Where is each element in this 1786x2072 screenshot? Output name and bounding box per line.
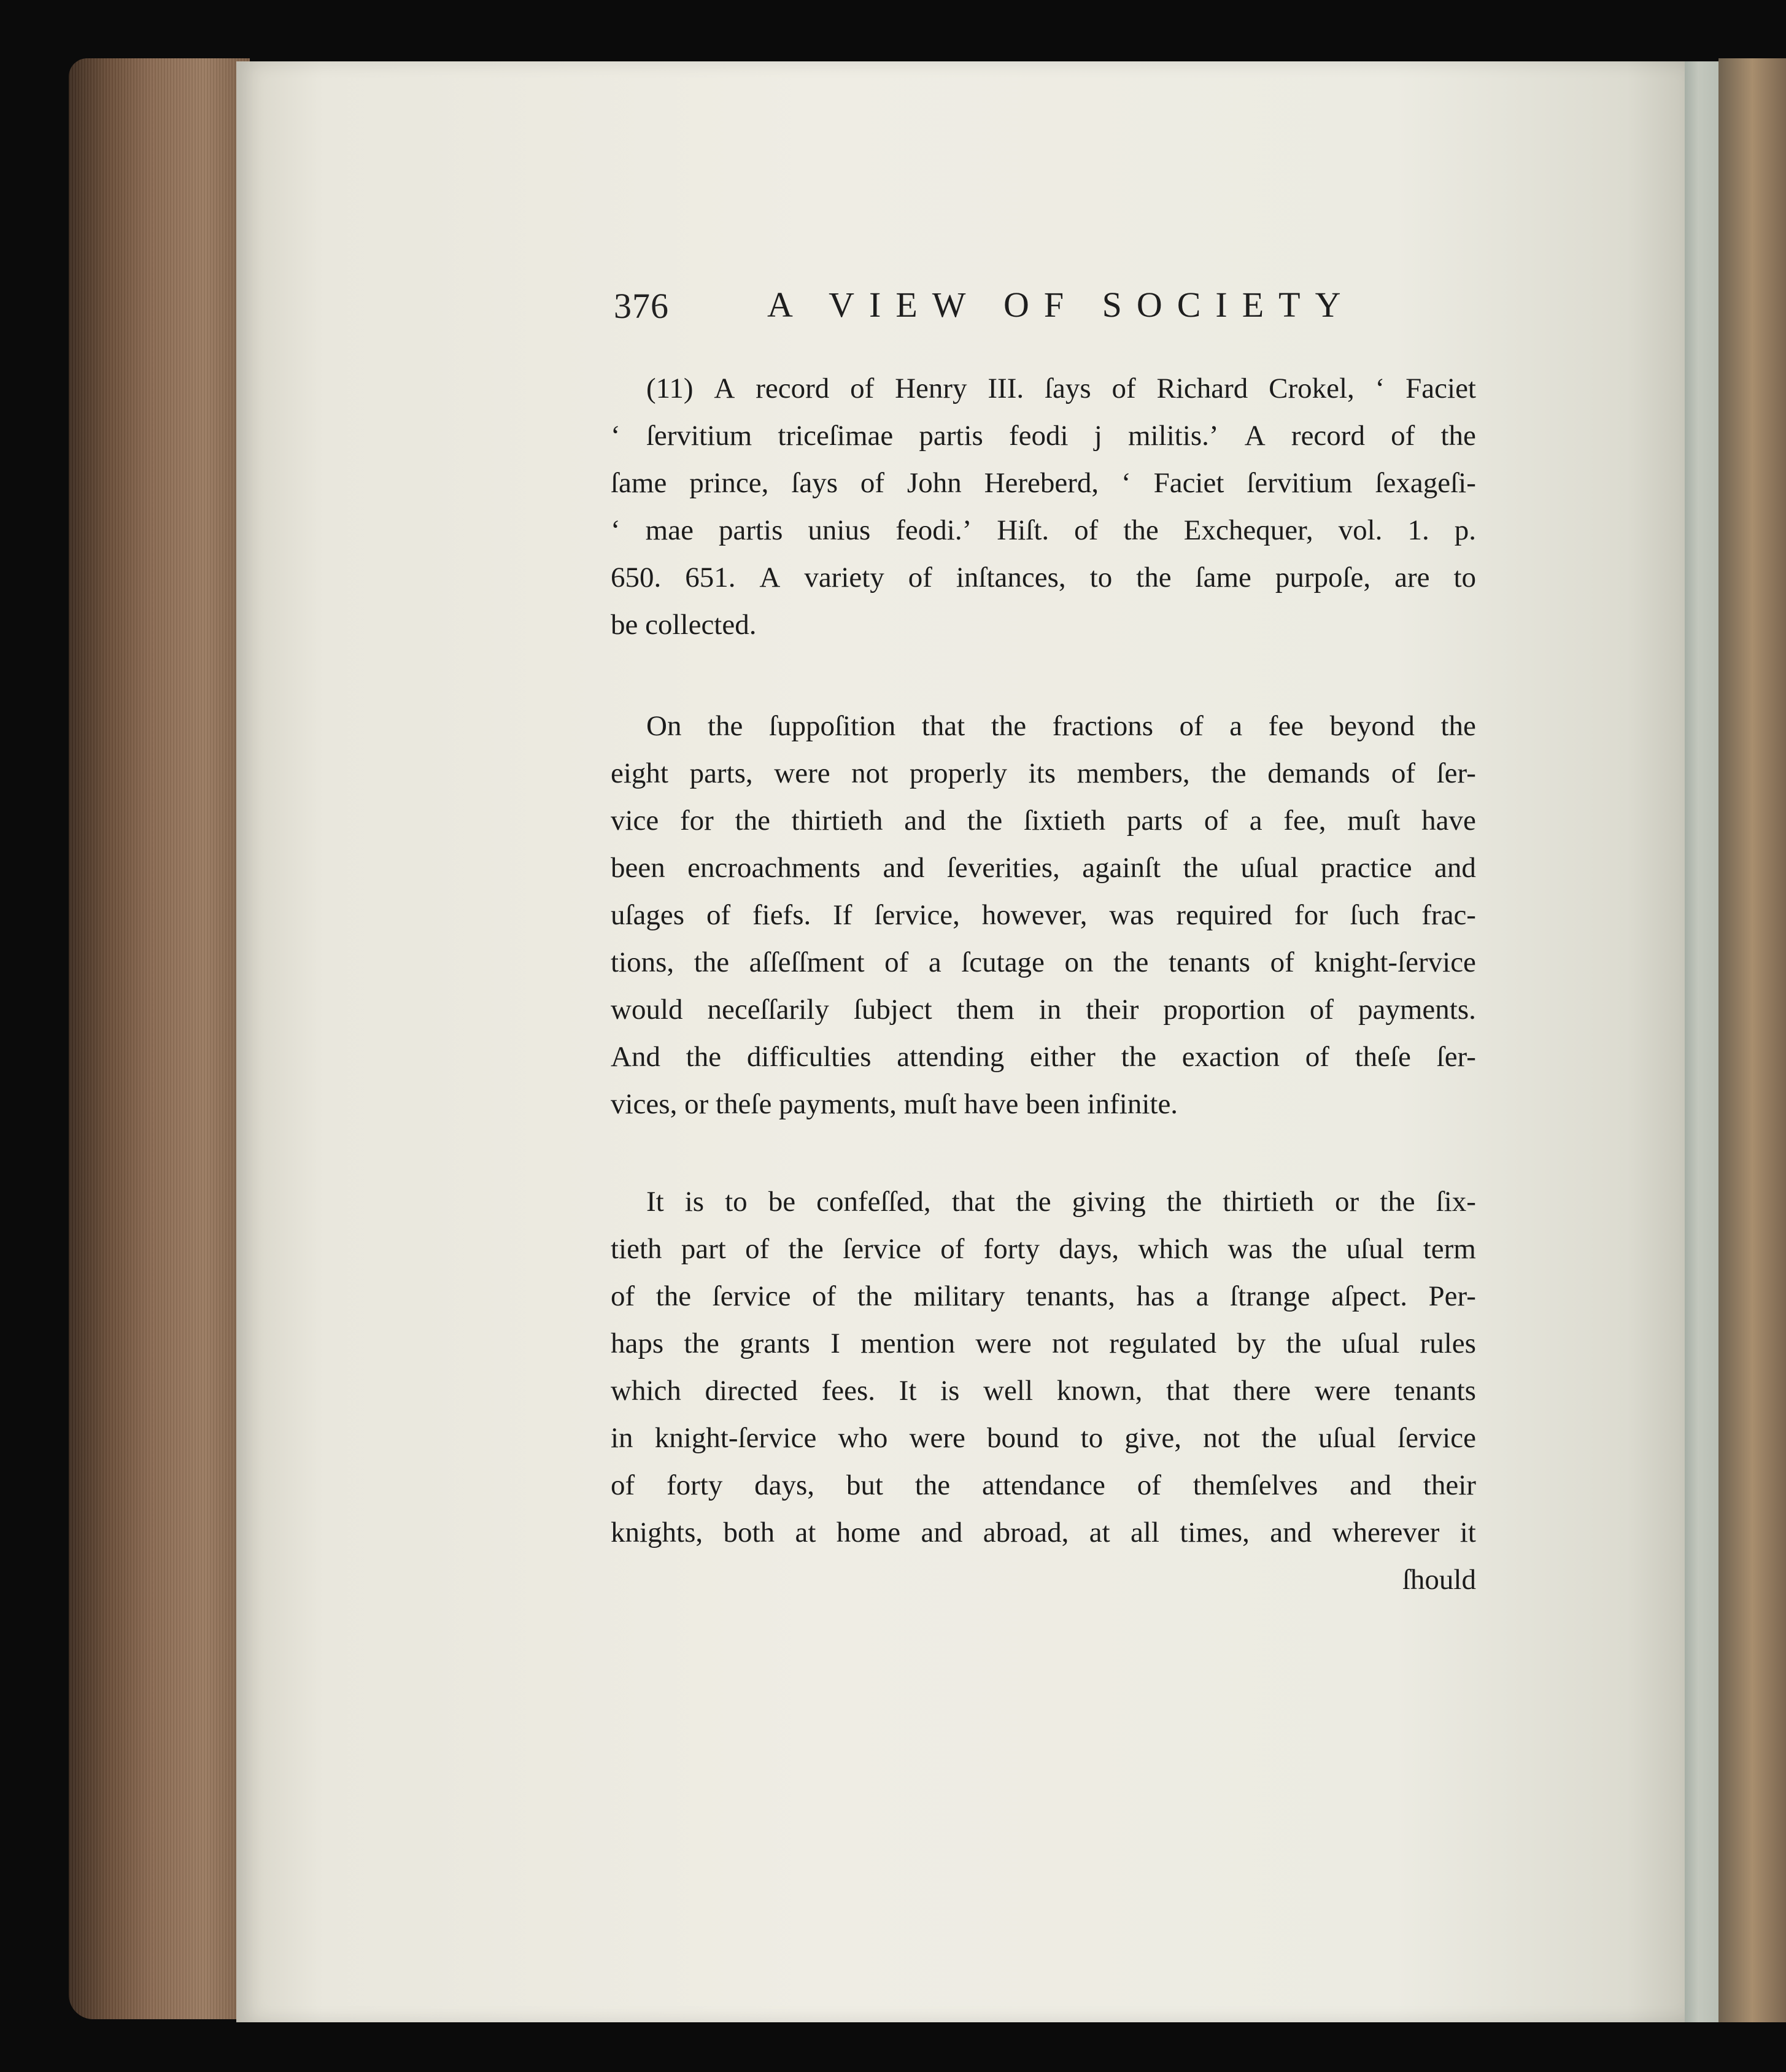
next-page-edge <box>1718 58 1786 2022</box>
page-gutter-right <box>1685 61 1718 2022</box>
text-line: And the difficulties attending either the exaction of theſe ſer- <box>611 1041 1476 1073</box>
text-line: knights, both at home and abroad, at all times, and wherever it <box>611 1517 1476 1548</box>
text-line: be collected. <box>611 609 757 641</box>
text-line: ‘ mae partis unius feodi.’ Hiſt. of the Exchequer, vol. 1. p. <box>611 514 1476 546</box>
footnote-paragraph <box>611 365 1476 649</box>
text-line: vices, or theſe payments, muſt have been infinite. <box>611 1088 1178 1120</box>
running-head <box>614 279 1363 334</box>
text-line: ſame prince, ſays of John Hereberd, ‘ Faciet ſervitium ſexageſi- <box>611 467 1476 499</box>
text-line: It is to be confeſſed, that the giving the thirtieth or the ſix- <box>646 1186 1476 1218</box>
text-line: of the ſervice of the military tenants, has a ſtrange aſpect. Per- <box>611 1280 1476 1312</box>
text-line: On the ſuppoſition that the fractions of a fee beyond the <box>646 710 1476 742</box>
catchword: ſhould <box>1402 1564 1476 1596</box>
text-line: eight parts, were not properly its members, the demands of ſer- <box>611 757 1476 789</box>
text-line: uſages of fiefs. If ſervice, however, was required for ſuch frac- <box>611 899 1476 931</box>
text-line: ‘ ſervitium triceſimae partis feodi j militis.’ A record of the <box>611 420 1476 452</box>
text-line: been encroachments and ſeverities, againſt the uſual practice and <box>611 852 1476 884</box>
text-line: haps the grants I mention were not regulated by the uſual rules <box>611 1328 1476 1359</box>
text-line: tieth part of the ſervice of forty days, which was the uſual term <box>611 1233 1476 1265</box>
book-page-edges <box>69 58 250 2019</box>
paragraph <box>611 703 1476 1128</box>
text-line: would neceſſarily ſubject them in their proportion of payments. <box>611 994 1476 1026</box>
text-line: 650. 651. A variety of inſtances, to the ſame purpoſe, are to <box>611 562 1476 593</box>
text-line: vice for the thirtieth and the ſixtieth parts of a fee, muſt have <box>611 805 1476 837</box>
running-title: A VIEW OF SOCIETY <box>767 285 1356 325</box>
paragraph <box>611 1178 1476 1604</box>
text-line: (11) A record of Henry III. ſays of Richard Crokel, ‘ Faciet <box>646 373 1476 404</box>
text-line: tions, the aſſeſſment of a ſcutage on the tenants of knight-ſervice <box>611 946 1476 978</box>
text-line: which directed fees. It is well known, that there were tenants <box>611 1375 1476 1407</box>
page-number: 376 <box>614 286 669 326</box>
text-line: of forty days, but the attendance of themſelves and their <box>611 1469 1476 1501</box>
text-line: in knight-ſervice who were bound to give, not the uſual ſervice <box>611 1422 1476 1454</box>
